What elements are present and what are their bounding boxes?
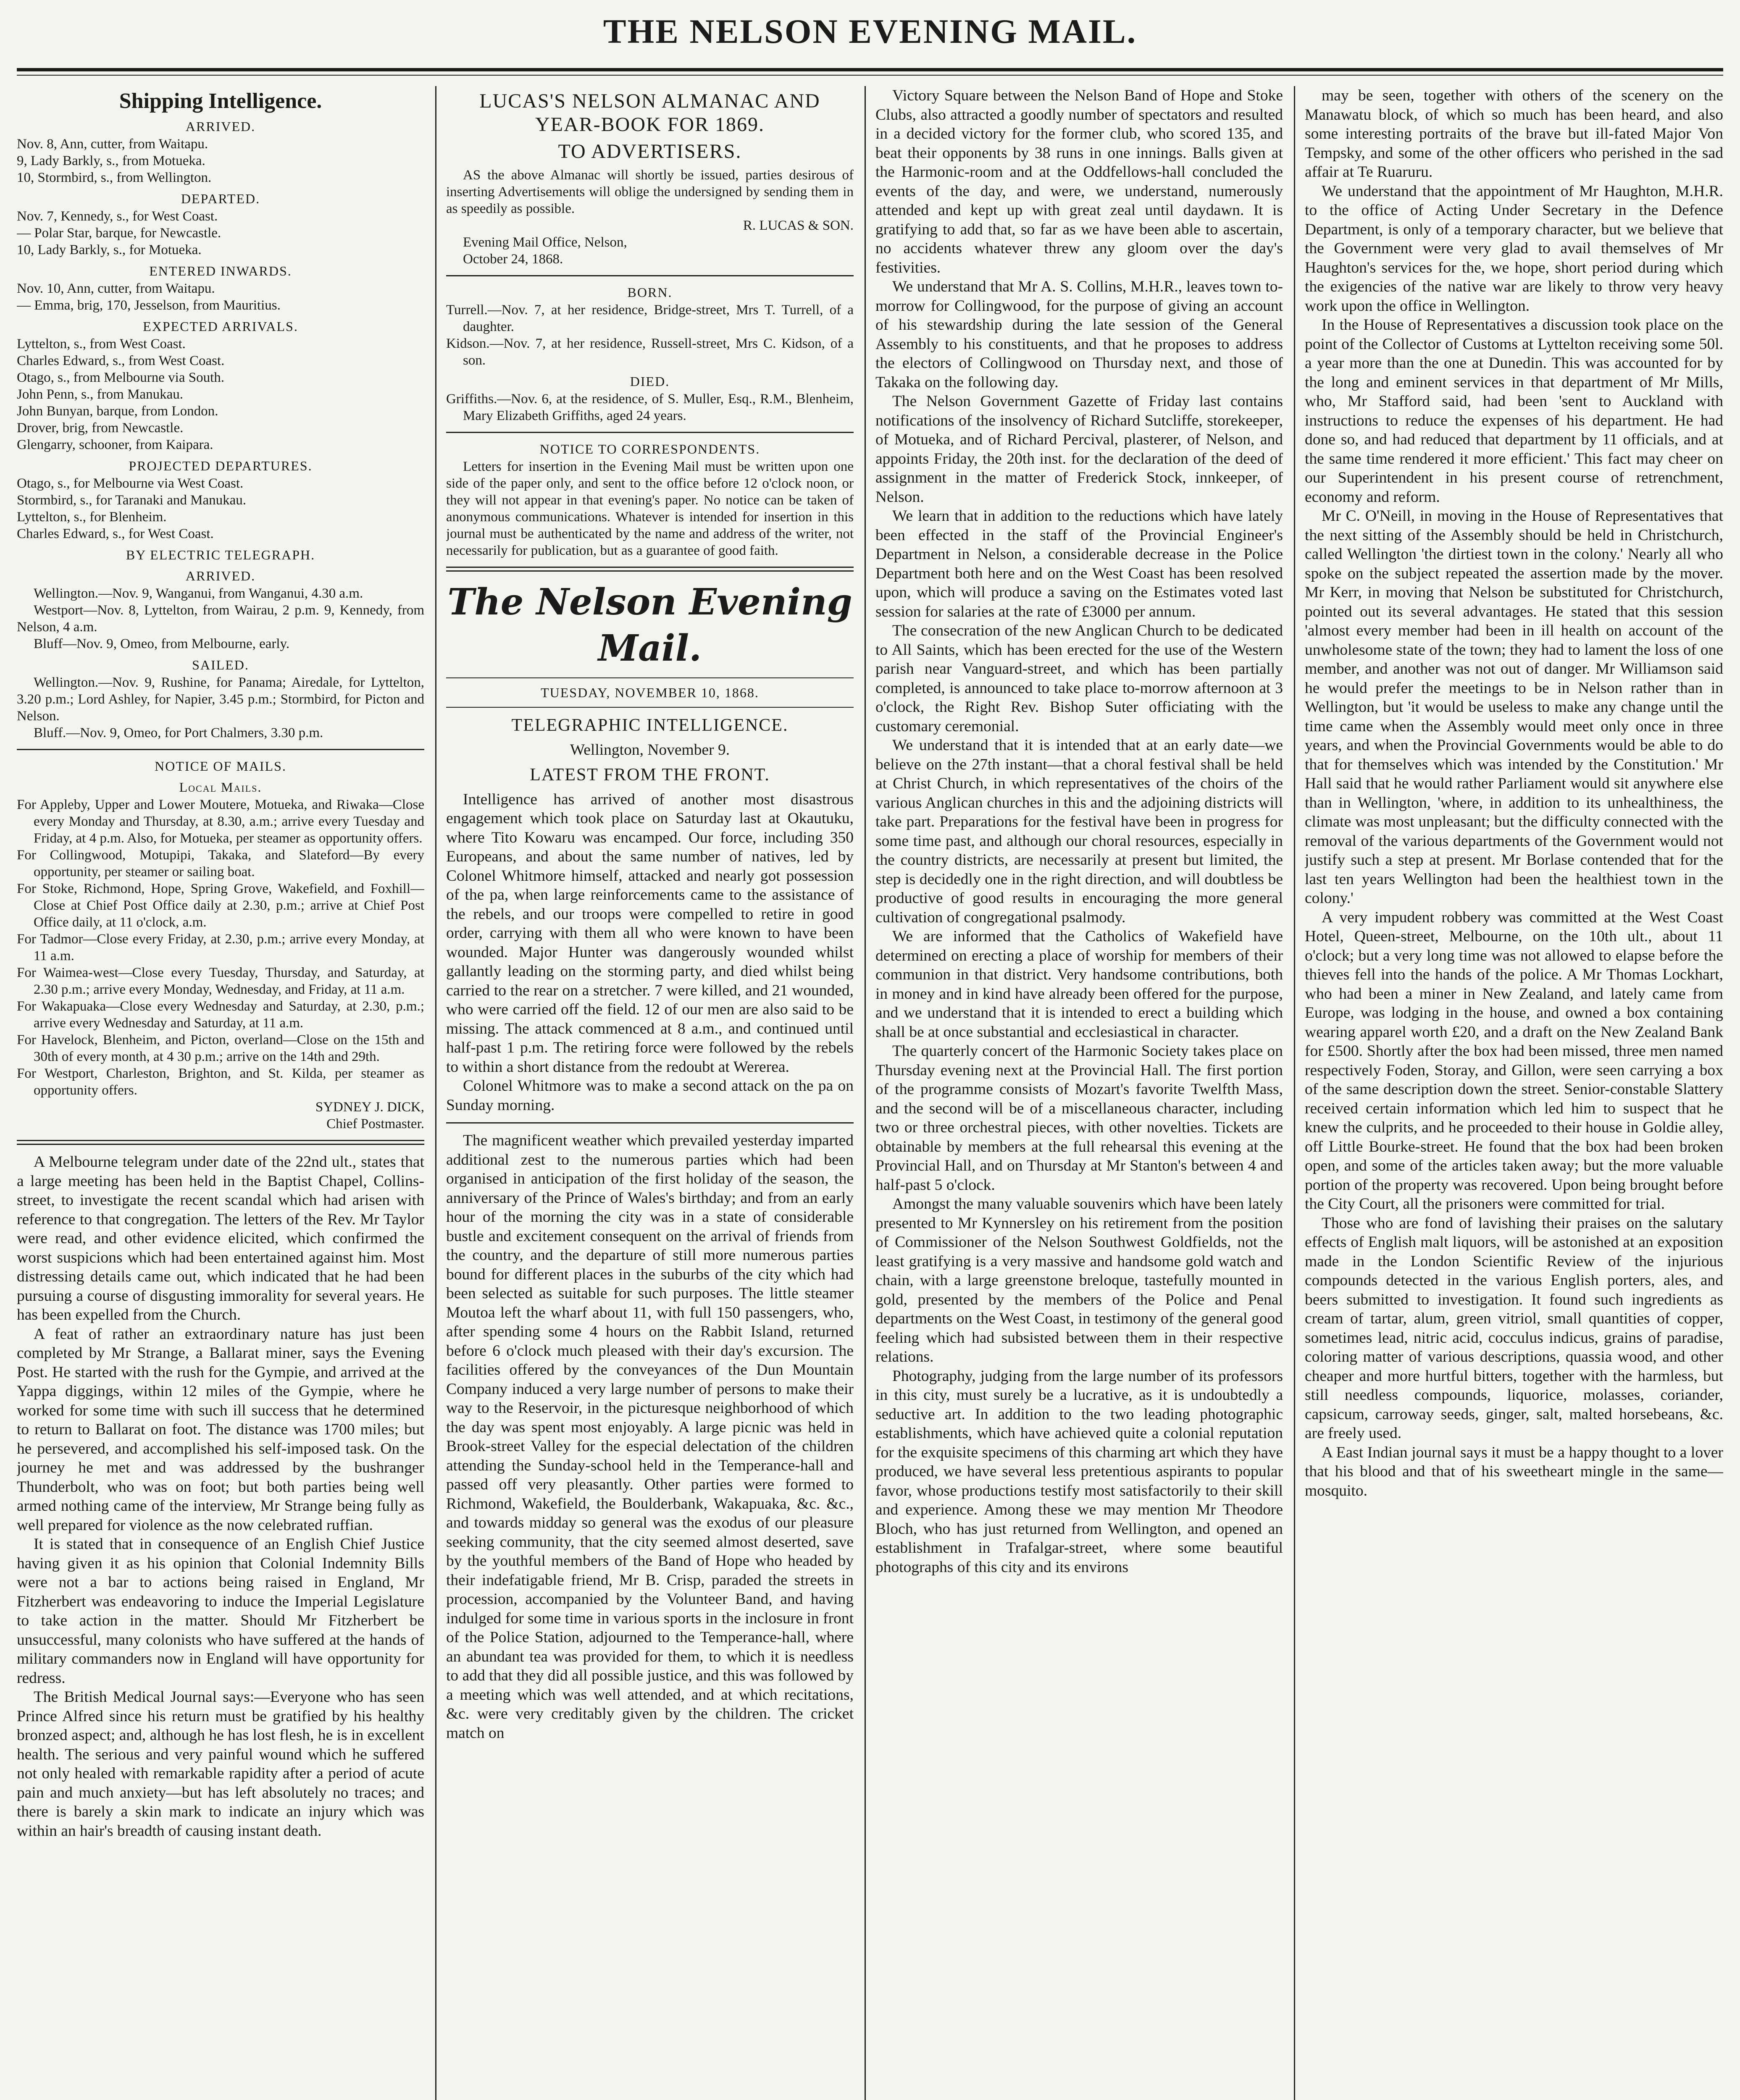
mail-notice: For Appleby, Upper and Lower Moutere, Motueka, and Riwaka—Close every Monday and Thursday, at 8.30, a.m.; arrive every Tuesday and Friday, at 4 p.m. Also, for Motueka, per steamer as opportunity offers.: [17, 797, 424, 846]
column-divider: [1294, 86, 1295, 2100]
expected-heading: EXPECTED ARRIVALS.: [143, 319, 298, 334]
mail-notice: For Tadmor—Close every Friday, at 2.30, p.m.; arrive every Monday, at 11 a.m.: [17, 932, 424, 963]
died-heading: DIED.: [630, 374, 670, 389]
article-paragraph: We understand that it is intended that at an early date—we believe on the 27th instant—that a choral festival shall be held at Christ Church, in which representatives of the choirs of the various Anglican churches in this and the adjoining districts will take part. Preparations for the festival have been in progress for some time past, and although our choral resources, especially in the country districts, are necessarily at present but limited, the step is decidedly one in the right direction, and will doubtless be productive of good results in encouraging the more general cultivation of congregational psalmody.: [875, 737, 1283, 926]
article-paragraph: Mr C. O'Neill, in moving in the House of Representatives that the next sitting of the Assembly should be held in Christchurch, called Wellington 'the dirtiest town in the colony.' Nearly all who spoke on the subject repeated the assertion made by the mover. Mr Kerr, in moving that Nelson be substituted for Christchurch, pointed out its several advantages. He stated that this session 'almost every member had been in ill health on account of the unwholesome state of the town; they had to lament the loss of one member, and another was not out of danger. Mr Williamson said he would prefer the meetings to be in Nelson rather than in Wellington, but 'it would be useless to make any change until the time came when the Assembly would meet only once in three years, and when the Provincial Governments would be able to do that for themselves which was intended by the Constitution.' Mr Hall said that he would rather Parliament would sit anywhere else than in Wellington, 'where, in addition to its unhealthiness, the climate was most unpleasant; but the difficulty connected with the removal of the various departments of the Government would not justify such a step at present. Mr Borlase contended that for the last ten years Wellington had been the healthiest town in the colony.': [1305, 507, 1723, 907]
departed-list: [17, 208, 424, 258]
shipping-entry: Nov. 10, Ann, cutter, from Waitapu.: [17, 281, 215, 296]
holiday-article: The magnificent weather which prevailed yesterday imparted additional zest to the numerous parties which had been organised in anticipation of the first holiday of the season, the anniversary of the Prince of Wales's birthday; and from an early hour of the morning the city was in a state of considerable bustle and excitement consequent on the arrival of friends from the country, and the departure of still more numerous parties bound for different places in the suburbs of the city which had been selected as suitable for such purposes. The little steamer Moutoa left the wharf about 11, with full 150 passengers, who, after spending some 4 hours on the Rabbit Island, returned before 6 o'clock much pleased with their day's excursion. The facilities offered by the conveyances of the Dun Mountain Company induced a very large number of persons to make their way to the Reservoir, in the picturesque neighborhood of which the day was spent most enjoyably. A large picnic was held in Brook-street Valley for the especial delectation of the children attending the Sunday-school held in the Temperance-hall and passed off very pleasantly. Other parties were formed to Richmond, Wakefield, the Boulderbank, Wakapuaka, &c. &c., and towards midday so general was the exodus of our pleasure seeking community, that the city seemed almost deserted, save by the youthful members of the Band of Hope who headed by their indefatigable friend, Mr B. Crisp, paraded the streets in procession, accompanied by the Volunteer Band, and having indulged for some time in various sports in the inclosure in front of the Police Station, adjourned to the Temperance-hall, where an abundant tea was provided for them, to which it is needless to add that they did all possible justice, and this was followed by a meeting which was well attended, and at which recitations, &c. were very creditably given by the children. The cricket match on: [446, 1132, 854, 1742]
almanac-notice: AS the above Almanac will shortly be issued, parties desirous of inserting Advertisements will oblige the undersigned by sending them in as speedily as possible.: [446, 168, 854, 216]
column-1-articles: [17, 1152, 424, 1840]
tel-sailed-list: [17, 674, 424, 741]
tel-arrived-list: [17, 585, 424, 652]
died-list: [446, 391, 854, 424]
article-paragraph: We understand that Mr A. S. Collins, M.H.R., leaves town to-morrow for Collingwood, for the purpose of giving an account of his stewardship during the late session of the General Assembly to his constituents, and that he proposes to address the electors of Collingwood on Thursday next, and those of Takaka on the following day.: [875, 278, 1283, 391]
telegraph-entry: Westport—Nov. 8, Lyttelton, from Wairau, 2 p.m. 9, Kennedy, from Nelson, 4 a.m.: [17, 603, 424, 635]
article-paragraph: We learn that in addition to the reductions which have lately been effected in the staff of the Provincial Engineer's Department in Nelson, a considerable decrease in the Police Department both here and on the West Coast has been resolved upon, which will produce a saving on the Estimates voted last session for salaries at the rate of £3000 per annum.: [875, 507, 1283, 620]
column-4-articles: [1305, 86, 1723, 1500]
mail-notice: For Westport, Charleston, Brighton, and St. Kilda, per steamer as opportunity offers.: [17, 1066, 424, 1098]
article-paragraph: A Melbourne telegram under date of the 22nd ult., states that a large meeting has been held in the Baptist Chapel, Collins-street, to investigate the recent scandal which had arisen with reference to that congregation. The letters of the Rev. Mr Taylor were read, and other evidence elicited, which confirmed the worst suspicions which had been entertained against him. Most distressing details came out, which indicated that he had been pursuing a course of disgusting immorality for several years. He has been expelled from the Church.: [17, 1153, 424, 1323]
advertisers-heading: TO ADVERTISERS.: [558, 140, 742, 163]
article-paragraph: Amongst the many valuable souvenirs which have been lately presented to Mr Kynnersley on his retirement from the position of Commissioner of the Nelson Southwest Goldfields, not the least gratifying is a very massive and handsome gold watch and chain, with a large greenstone breloque, tastefully mounted in gold, presented by the members of the Police and Penal departments on the West Coast, in testimony of the general good feeling which had subsisted between them in their respective relations.: [875, 1195, 1283, 1365]
entered-heading: ENTERED INWARDS.: [149, 263, 292, 278]
article-paragraph: The Nelson Government Gazette of Friday last contains notifications of the insolvency of Richard Sutcliffe, storekeeper, of Motueka, and of Richard Percival, plasterer, of Nelson, and appoints Friday, the 20th inst. for the declaration of the deed of assignment in the matter of Frederick Stock, innkeeper, of Nelson.: [875, 393, 1283, 506]
almanac-office: Evening Mail Office, Nelson,: [463, 235, 627, 250]
entered-list: [17, 280, 424, 314]
shipping-entry: Lyttelton, s., from West Coast.: [17, 336, 186, 352]
mails-subheading: Local Mails.: [179, 780, 262, 795]
article-paragraph: A East Indian journal says it must be a happy thought to a lover that his blood and that of his sweetheart mingle in the same—mosquito.: [1305, 1444, 1723, 1499]
shipping-entry: Charles Edward, s., from West Coast.: [17, 353, 225, 368]
dateline: TUESDAY, NOVEMBER 10, 1868.: [541, 685, 759, 700]
postmaster-title: Chief Postmaster.: [326, 1116, 424, 1131]
almanac-date: October 24, 1868.: [463, 252, 563, 267]
telegraph-entry: Bluff—Nov. 9, Omeo, from Melbourne, early.: [34, 636, 290, 651]
shipping-entry: Otago, s., for Melbourne via West Coast.: [17, 476, 244, 491]
column-2: [446, 86, 854, 2100]
shipping-entry: Otago, s., from Melbourne via South.: [17, 370, 225, 385]
divider: [446, 432, 854, 433]
shipping-entry: John Bunyan, barque, from London.: [17, 404, 218, 419]
almanac-signature: R. LUCAS & SON.: [743, 218, 854, 233]
column-1: [17, 86, 424, 2100]
mail-notice: For Waimea-west—Close every Tuesday, Thursday, and Saturday, at 2.30 p.m.; arrive every Monday, Wednesday, and Friday, at 11 a.m.: [17, 965, 424, 997]
shipping-entry: Lyttelton, s., for Blenheim.: [17, 509, 167, 525]
expected-list: [17, 336, 424, 453]
article-paragraph: The quarterly concert of the Harmonic Society takes place on Thursday evening next at the Provincial Hall. The first portion of the programme consists of Mozart's favorite Twelfth Mass, and the second will be of a miscellaneous character, including two or three orchestral pieces, with other novelties. Tickets are obtainable by members at the full rehearsal this evening at the Provincial Hall, and on Thursday at Mr Stanton's between 4 and half-past 5 o'clock.: [875, 1042, 1283, 1194]
paper-title: The Nelson Evening Mail.: [447, 581, 852, 669]
article-paragraph: We understand that the appointment of Mr Haughton, M.H.R. to the office of Acting Under Secretary in the Defence Department, is only of a temporary character, but we believe that the Government were very glad to avail themselves of Mr Haughton's services for the, we hope, short period during which the exigencies of the native war are likely to throw very heavy work upon the office in Wellington.: [1305, 182, 1723, 315]
front-report-2: Colonel Whitmore was to make a second attack on the pa on Sunday morning.: [446, 1077, 854, 1114]
projected-heading: PROJECTED DEPARTURES.: [129, 458, 313, 473]
telegraph-entry: Wellington.—Nov. 9, Wanganui, from Wanganui, 4.30 a.m.: [34, 586, 363, 601]
shipping-entry: John Penn, s., from Manukau.: [17, 387, 183, 402]
telegraph-entry: Bluff.—Nov. 9, Omeo, for Port Chalmers, 3.30 p.m.: [34, 725, 323, 740]
shipping-entry: Nov. 8, Ann, cutter, from Waitapu.: [17, 136, 208, 152]
arrived-heading: ARRIVED.: [185, 119, 256, 134]
article-paragraph: The British Medical Journal says:—Everyone who has seen Prince Alfred since his return must be gratified by his healthy bronzed aspect; and, although he has lost flesh, he is in excellent health. The serious and very painful wound which he suffered not only healed with remarkable rapidity after a period of acute pain and much anxiety—but has left absolutely no traces; and there is barely a skin mark to indicate an injury which was within an hair's breadth of causing instant death.: [17, 1688, 424, 1840]
divider: [446, 1122, 854, 1124]
shipping-entry: — Polar Star, barque, for Newcastle.: [17, 226, 221, 241]
masthead-rule-thin: [17, 75, 1723, 76]
born-heading: BORN.: [627, 285, 673, 300]
shipping-entry: — Emma, brig, 170, Jesselson, from Mauritius.: [17, 298, 281, 313]
article-paragraph: Those who are fond of lavishing their praises on the salutary effects of English malt liquors, will be astonished at an exposition made in the London Scientific Review of the injurious compounds detected in the various English porters, ales, and beers submitted to investigation. It found such ingredients as cream of tartar, alum, green vitriol, small quantities of copper, sometimes lead, nitric acid, cocculus indicus, grains of paradise, coloring matter of various descriptions, quassia wood, and other cheaper and more hurtful bitters, together with the harmless, but still needless compounds, liquorice, molasses, coriander, capsicum, carroway seeds, ginger, salt, malted horsebeans, &c. are freely used.: [1305, 1214, 1723, 1442]
masthead: THE NELSON EVENING MAIL.: [603, 12, 1137, 50]
departed-heading: DEPARTED.: [181, 191, 260, 206]
article-paragraph: A very impudent robbery was committed at the West Coast Hotel, Queen-street, Melbourne, on the 10th ult., about 11 o'clock; but a very long time was not allowed to elapse before the thieves fell into the hands of the police. A Mr Thomas Lockhart, who had been a miner in New Zealand, and lately came from Europe, was lodging in the house, and owned a box containing wearing apparel worth £20, and a draft on the New Zealand Bank for £500. Shortly after the box had been missed, three men named respectively Foden, Storay, and Gillon, were seen carrying a box of the same description down the street. Senior-constable Slattery received certain information which led him to suspect that he knew the culprits, and he proceeded to their house in Goldie alley, off Little Bourke-street. He found that the box had been broken open, and some of the articles taken away; but the more valuable portion of the property was recovered. Upon being brought before the City Court, all the prisoners were committed for trial.: [1305, 908, 1723, 1213]
correspondents-heading: NOTICE TO CORRESPONDENTS.: [539, 441, 760, 457]
divider-double: [446, 567, 854, 572]
mail-notice: For Stoke, Richmond, Hope, Spring Grove, Wakefield, and Foxhill—Close at Chief Post Office daily at 2.30, p.m.; arrive at Chief Post Office daily, at 11 o'clock, a.m.: [17, 881, 424, 930]
divider: [17, 749, 424, 750]
arrived-list: [17, 136, 424, 186]
shipping-entry: Drover, brig, from Newcastle.: [17, 420, 184, 436]
telegraph-entry: Wellington.—Nov. 9, Rushine, for Panama; Airedale, for Lyttelton, 3.20 p.m.; Lord Ashley, for Napier, 3.45 p.m.; Stormbird, for Picton and Nelson.: [17, 675, 424, 724]
divider: [446, 707, 854, 708]
mail-notice: For Wakapuaka—Close every Wednesday and Saturday, at 2.30, p.m.; arrive every Wednesday and Saturday, at 11 a.m.: [17, 999, 424, 1031]
death-notice: Griffiths.—Nov. 6, at the residence, of S. Muller, Esq., R.M., Blenheim, Mary Elizabeth Griffiths, aged 24 years.: [446, 391, 854, 423]
telegraphic-heading: TELEGRAPHIC INTELLIGENCE.: [511, 716, 789, 735]
shipping-entry: Glengarry, schooner, from Kaipara.: [17, 437, 213, 452]
article-paragraph: Photography, judging from the large number of its professors in this city, must surely be a lucrative, as it is undoubtedly a seductive art. In addition to the two leading photographic establishments, which have achieved quite a colonial reputation for the exquisite specimens of this charming art which they have produced, we have several less pretentious aspirants to popular favor, whose productions testify most satisfactorily to their skill and experience. Among these we may mention Mr Theodore Bloch, who has just returned from Wellington, and opened an establishment in Trafalgar-street, where some beautiful photographs of this city and its environs: [875, 1367, 1283, 1576]
born-list: [446, 302, 854, 369]
birth-notice: Kidson.—Nov. 7, at her residence, Russell-street, Mrs C. Kidson, of a son.: [446, 336, 854, 368]
correspondents-notice: Letters for insertion in the Evening Mail must be written upon one side of the paper only, and sent to the office before 12 o'clock noon, or they will not appear in that evening's paper. No notice can be taken of anonymous communications. Whatever is intended for insertion in this journal must be authenticated by the name and address of the writer, not necessarily for publication, but as a guarantee of good faith.: [446, 459, 854, 558]
article-paragraph: A feat of rather an extraordinary nature has just been completed by Mr Strange, a Ballarat miner, says the Evening Post. He started with the rush for the Gympie, and arrived at the Yappa diggings, within 12 miles of the Gympie, where he worked for some time with such ill success that he determined to return to Ballarat on foot. The distance was 1700 miles; but he persevered, and accomplished his self-imposed task. On the journey he met and was addressed by the bushranger Thunderbolt, who was on foot; but both parties being well armed nothing came of the interview, Mr Strange being fully as well prepared for violence as the now celebrated ruffian.: [17, 1325, 424, 1534]
shipping-entry: 9, Lady Barkly, s., from Motueka.: [17, 153, 205, 168]
article-paragraph: It is stated that in consequence of an English Chief Justice having given it as his opinion that Colonial Indemnity Bills were not a bar to actions being raised in England, Mr Fitzherbert was endeavoring to induce the Imperial Legislature to take action in the matter. Should Mr Fitzherbert be unsuccessful, many colonists who have suffered at the hands of military commanders now in England will have opportunity for redress.: [17, 1536, 424, 1687]
tel-arrived-heading: ARRIVED.: [185, 568, 256, 583]
article-paragraph: In the House of Representatives a discussion took place on the point of the Collector of Customs at Lyttelton receiving some 50l. a year more than the one at Dunedin. This was accounted for by the long and eminent services in that department of Mr Mills, who, Mr Stafford said, had been 'sent to Auckland with instructions to reduce the expenses of his department. He had done so, and had reduced that department by 11 officials, and at the same time rendered it more efficient.' This fact may cheer on our Superintendent in his present course of retrenchment, economy and reform.: [1305, 316, 1723, 506]
mail-notice: For Collingwood, Motupipi, Takaka, and Slateford—By every opportunity, per steamer or sailing boat.: [17, 848, 424, 879]
column-divider: [435, 86, 436, 2100]
shipping-entry: Nov. 7, Kennedy, s., for West Coast.: [17, 209, 218, 224]
article-paragraph: Victory Square between the Nelson Band of Hope and Stoke Clubs, also attracted a goodly number of spectators and resulted in a decided victory for the former club, who scored 135, and beat their opponents by 38 runs in one innings. Balls given at the Harmonic-room and at the Oddfellows-hall concluded the events of the day, and were, we understand, numerously attended and kept up with great zeal until daydawn. It is gratifying to add that, so far as we have been able to ascertain, no accidents whatever threw any gloom over the day's festivities.: [875, 87, 1283, 276]
shipping-entry: Charles Edward, s., for West Coast.: [17, 526, 214, 541]
column-4: [1305, 86, 1723, 2100]
article-paragraph: The consecration of the new Anglican Church to be dedicated to All Saints, which has been erected for the use of the Western parish near Vanguard-street, and which has been partially completed, is announced to take place to-morrow afternoon at 3 o'clock, the Right Rev. Bishop Suter officiating with the customary ceremonial.: [875, 622, 1283, 735]
column-3: [875, 86, 1283, 2100]
shipping-heading: Shipping Intelligence.: [119, 89, 322, 113]
column-divider: [865, 86, 866, 2100]
tel-sailed-heading: SAILED.: [192, 657, 249, 672]
divider: [446, 275, 854, 276]
birth-notice: Turrell.—Nov. 7, at her residence, Bridge-street, Mrs T. Turrell, of a daughter.: [446, 302, 854, 334]
mail-notice: For Havelock, Blenheim, and Picton, overland—Close on the 15th and 30th of every month, at 4 30 p.m.; arrive on the 14th and 29th.: [17, 1032, 424, 1064]
front-heading: LATEST FROM THE FRONT.: [530, 765, 770, 785]
mails-heading: NOTICE OF MAILS.: [155, 759, 286, 774]
article-paragraph: may be seen, together with others of the scenery on the Manawatu block, of which so much has been heard, and also some interesting portraits of the brave but ill-fated Major Von Tempsky, and some of the other officers who perished in the sad affair at Te Ruaruru.: [1305, 87, 1723, 181]
column-3-articles: [875, 86, 1283, 1577]
shipping-entry: 10, Stormbird, s., from Wellington.: [17, 170, 212, 185]
shipping-entry: 10, Lady Barkly, s., for Motueka.: [17, 242, 202, 257]
shipping-entry: Stormbird, s., for Taranaki and Manukau.: [17, 493, 247, 508]
almanac-title: LUCAS'S NELSON ALMANAC AND YEAR-BOOK FOR 1869.: [479, 90, 820, 136]
divider: [446, 677, 854, 678]
projected-list: [17, 475, 424, 542]
telegraph-heading: BY ELECTRIC TELEGRAPH.: [126, 547, 315, 562]
mails-list: [17, 796, 424, 1099]
telegraphic-dateline: Wellington, November 9.: [570, 741, 730, 759]
article-paragraph: We are informed that the Catholics of Wakefield have determined on erecting a place of worship for members of their communion in that district. Very handsome contributions, both in money and in kind have already been offered for the purpose, and we understand that it is intended to erect a building which shall be at once substantial and ecclesiastical in character.: [875, 928, 1283, 1041]
masthead-rule: [17, 68, 1723, 71]
front-report: Intelligence has arrived of another most disastrous engagement which took place on Saturday last at Okautuku, where Tito Kowaru was encamped. Our force, including 350 Europeans, and about the same number of natives, led by Colonel Whitmore himself, attacked and nearly got possession of the pa, when large reinforcements came to the assistance of the rebels, and our troops were compelled to retire in good order, carrying with them all who were known to have been wounded. Major Hunter was dangerously wounded whilst gallantly leading on the storming party, and died whilst being carried to the rear on a stretcher. 7 were killed, and 21 wounded, who were carried off the field. 12 of our men are also said to be missing. The attack commenced at 8 a.m., and continued until half-past 1 p.m. The retiring force were followed by the rebels to within a short distance from the redoubt at Wererea.: [446, 790, 854, 1076]
divider-double: [17, 1140, 424, 1145]
postmaster-name: SYDNEY J. DICK,: [315, 1100, 424, 1115]
